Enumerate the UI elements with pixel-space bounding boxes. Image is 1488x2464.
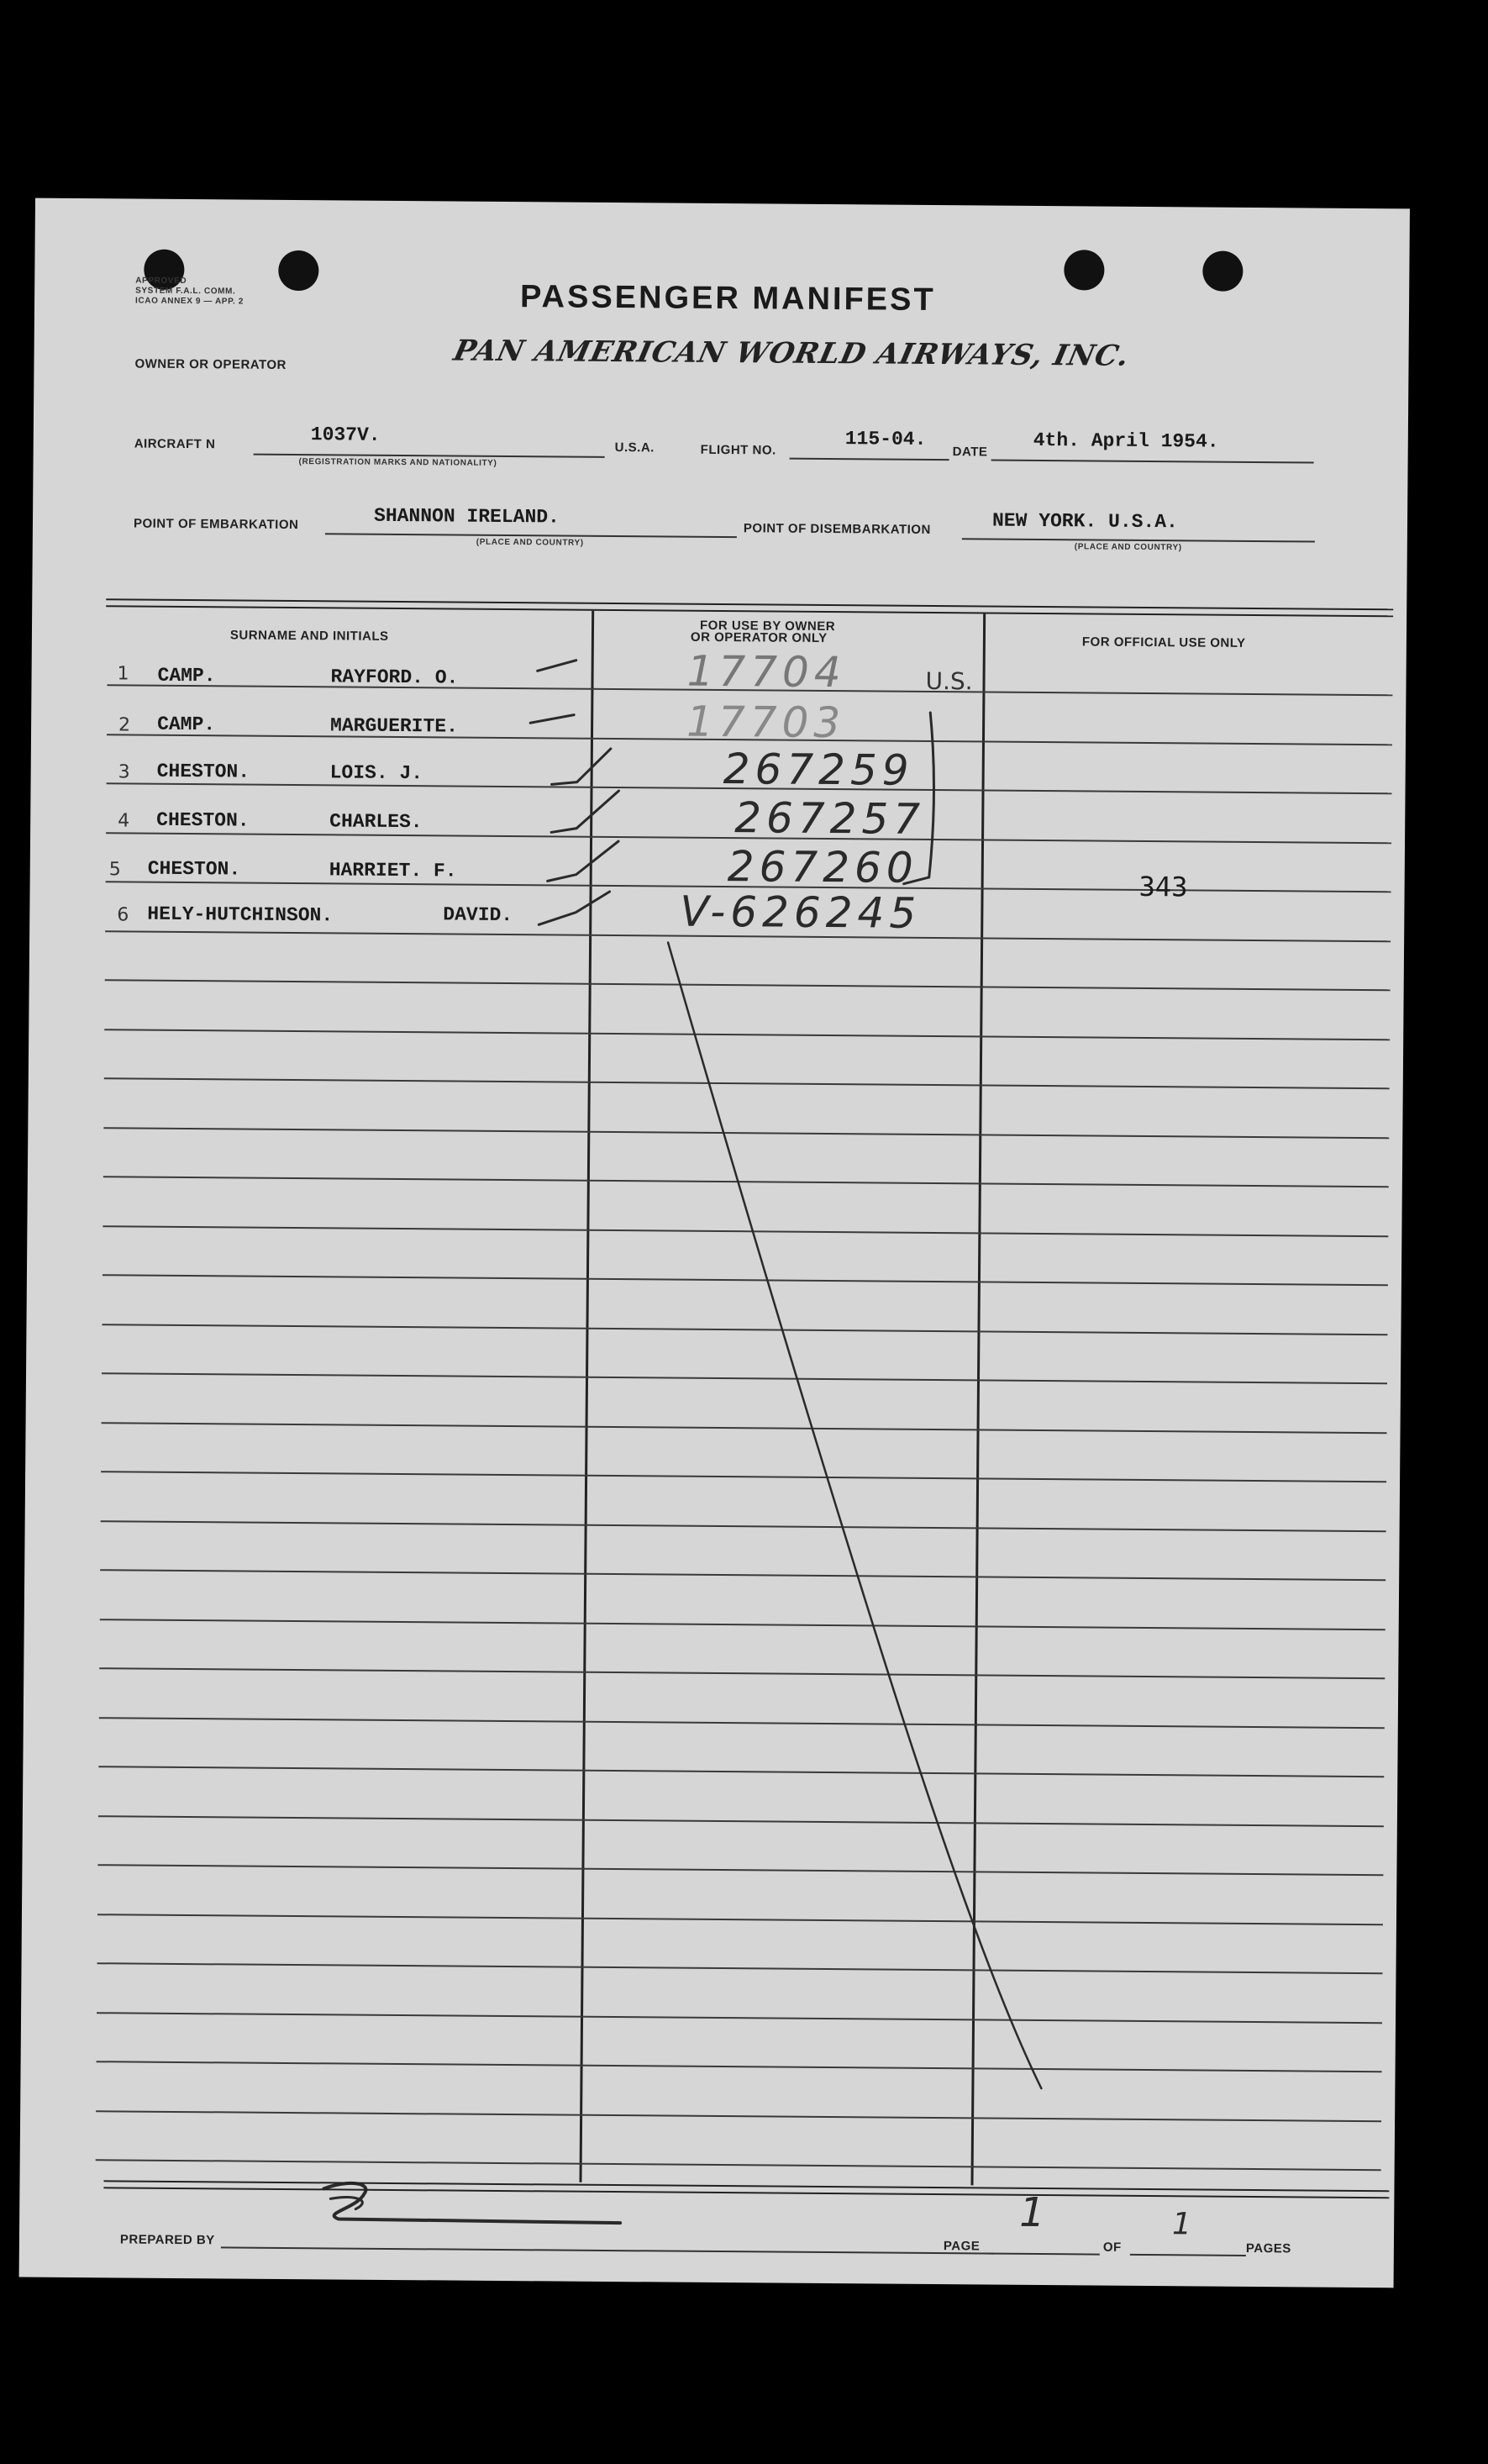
usa-label: U.S.A.	[614, 440, 655, 455]
row-number: 5	[108, 859, 121, 881]
void-diagonal-line	[659, 943, 1050, 2089]
passenger-given-name: MARGUERITE.	[330, 714, 459, 738]
row-number: 6	[117, 904, 129, 926]
company-name: PAN AMERICAN WORLD AIRWAYS, INC.	[450, 334, 1133, 373]
passenger-given-name: CHARLES.	[329, 810, 423, 834]
col-header-owner-1: FOR USE BY OWNER	[699, 618, 836, 634]
official-use-value: 343	[1138, 870, 1188, 903]
passenger-given-name: HARRIET. F.	[329, 859, 457, 882]
row-number: 2	[118, 714, 131, 736]
disembarkation-label: POINT OF DISEMBARKATION	[743, 521, 931, 537]
passenger-surname: HELY-HUTCHINSON.	[147, 903, 334, 927]
passenger-given-name: LOIS. J.	[329, 761, 423, 785]
registration-note: (REGISTRATION MARKS AND NATIONALITY)	[298, 457, 497, 468]
owner-use-number: 17704	[686, 646, 846, 698]
embark-note: (PLACE AND COUNTRY)	[476, 537, 584, 548]
check-mark	[551, 790, 618, 833]
flight-number: 115-04.	[844, 428, 927, 450]
total-pages: 1	[1171, 2207, 1197, 2242]
owner-use-number: 17703	[686, 697, 846, 748]
page-number: 1	[1019, 2188, 1050, 2237]
check-mark	[548, 840, 618, 882]
handwritten-marks	[19, 198, 1410, 2288]
approved-line: ICAO ANNEX 9 — APP. 2	[135, 296, 244, 307]
row-number: 1	[117, 663, 129, 685]
col-header-official: FOR OFFICIAL USE ONLY	[1081, 634, 1246, 650]
embarkation-place: SHANNON IRELAND.	[373, 504, 560, 529]
embarkation-label: POINT OF EMBARKATION	[133, 516, 299, 533]
passenger-surname: CAMP.	[157, 713, 216, 736]
disembark-note: (PLACE AND COUNTRY)	[1074, 542, 1182, 553]
check-mark	[539, 891, 609, 925]
manifest-sheet	[19, 198, 1410, 2288]
owner-label: OWNER OR OPERATOR	[134, 356, 287, 372]
passenger-surname: CAMP.	[157, 664, 216, 687]
owner-use-number: 267260	[727, 842, 918, 892]
flight-label: FLIGHT NO.	[700, 442, 776, 458]
approved-line: SYSTEM F.A.L. COMM.	[135, 286, 236, 297]
row-number: 4	[118, 810, 130, 832]
passenger-given-name: DAVID.	[443, 903, 513, 927]
disembarkation-place: NEW YORK. U.S.A.	[991, 509, 1178, 534]
aircraft-label: AIRCRAFT N	[134, 436, 216, 452]
passenger-surname: CHESTON.	[156, 760, 250, 783]
pages-label: PAGES	[1245, 2240, 1291, 2256]
row-number: 3	[118, 761, 130, 783]
col-header-surname: SURNAME AND INITIALS	[229, 628, 389, 644]
flight-date: 4th. April 1954.	[1033, 429, 1219, 453]
passenger-surname: CHESTON.	[147, 857, 241, 881]
approved-line: APPROVED	[135, 276, 187, 286]
prepared-by-label: PREPARED BY	[119, 2232, 215, 2248]
nationality-note: U.S.	[925, 666, 973, 696]
page-title: PASSENGER MANIFEST	[519, 279, 936, 318]
owner-use-number: 267257	[734, 793, 926, 844]
passenger-surname: CHESTON.	[156, 808, 250, 832]
date-label: DATE	[952, 445, 988, 460]
aircraft-number: 1037V.	[310, 424, 381, 446]
bracket-mark	[904, 713, 935, 884]
owner-use-number: 267259	[723, 745, 914, 795]
check-mark	[538, 660, 576, 671]
page-label: PAGE	[943, 2239, 981, 2254]
of-label: OF	[1102, 2240, 1122, 2255]
passenger-given-name: RAYFORD. O.	[330, 666, 459, 689]
check-mark	[530, 714, 574, 723]
owner-use-number: V-626245	[680, 887, 922, 938]
check-mark	[552, 748, 611, 785]
col-header-owner-2: OR OPERATOR ONLY	[690, 629, 828, 645]
